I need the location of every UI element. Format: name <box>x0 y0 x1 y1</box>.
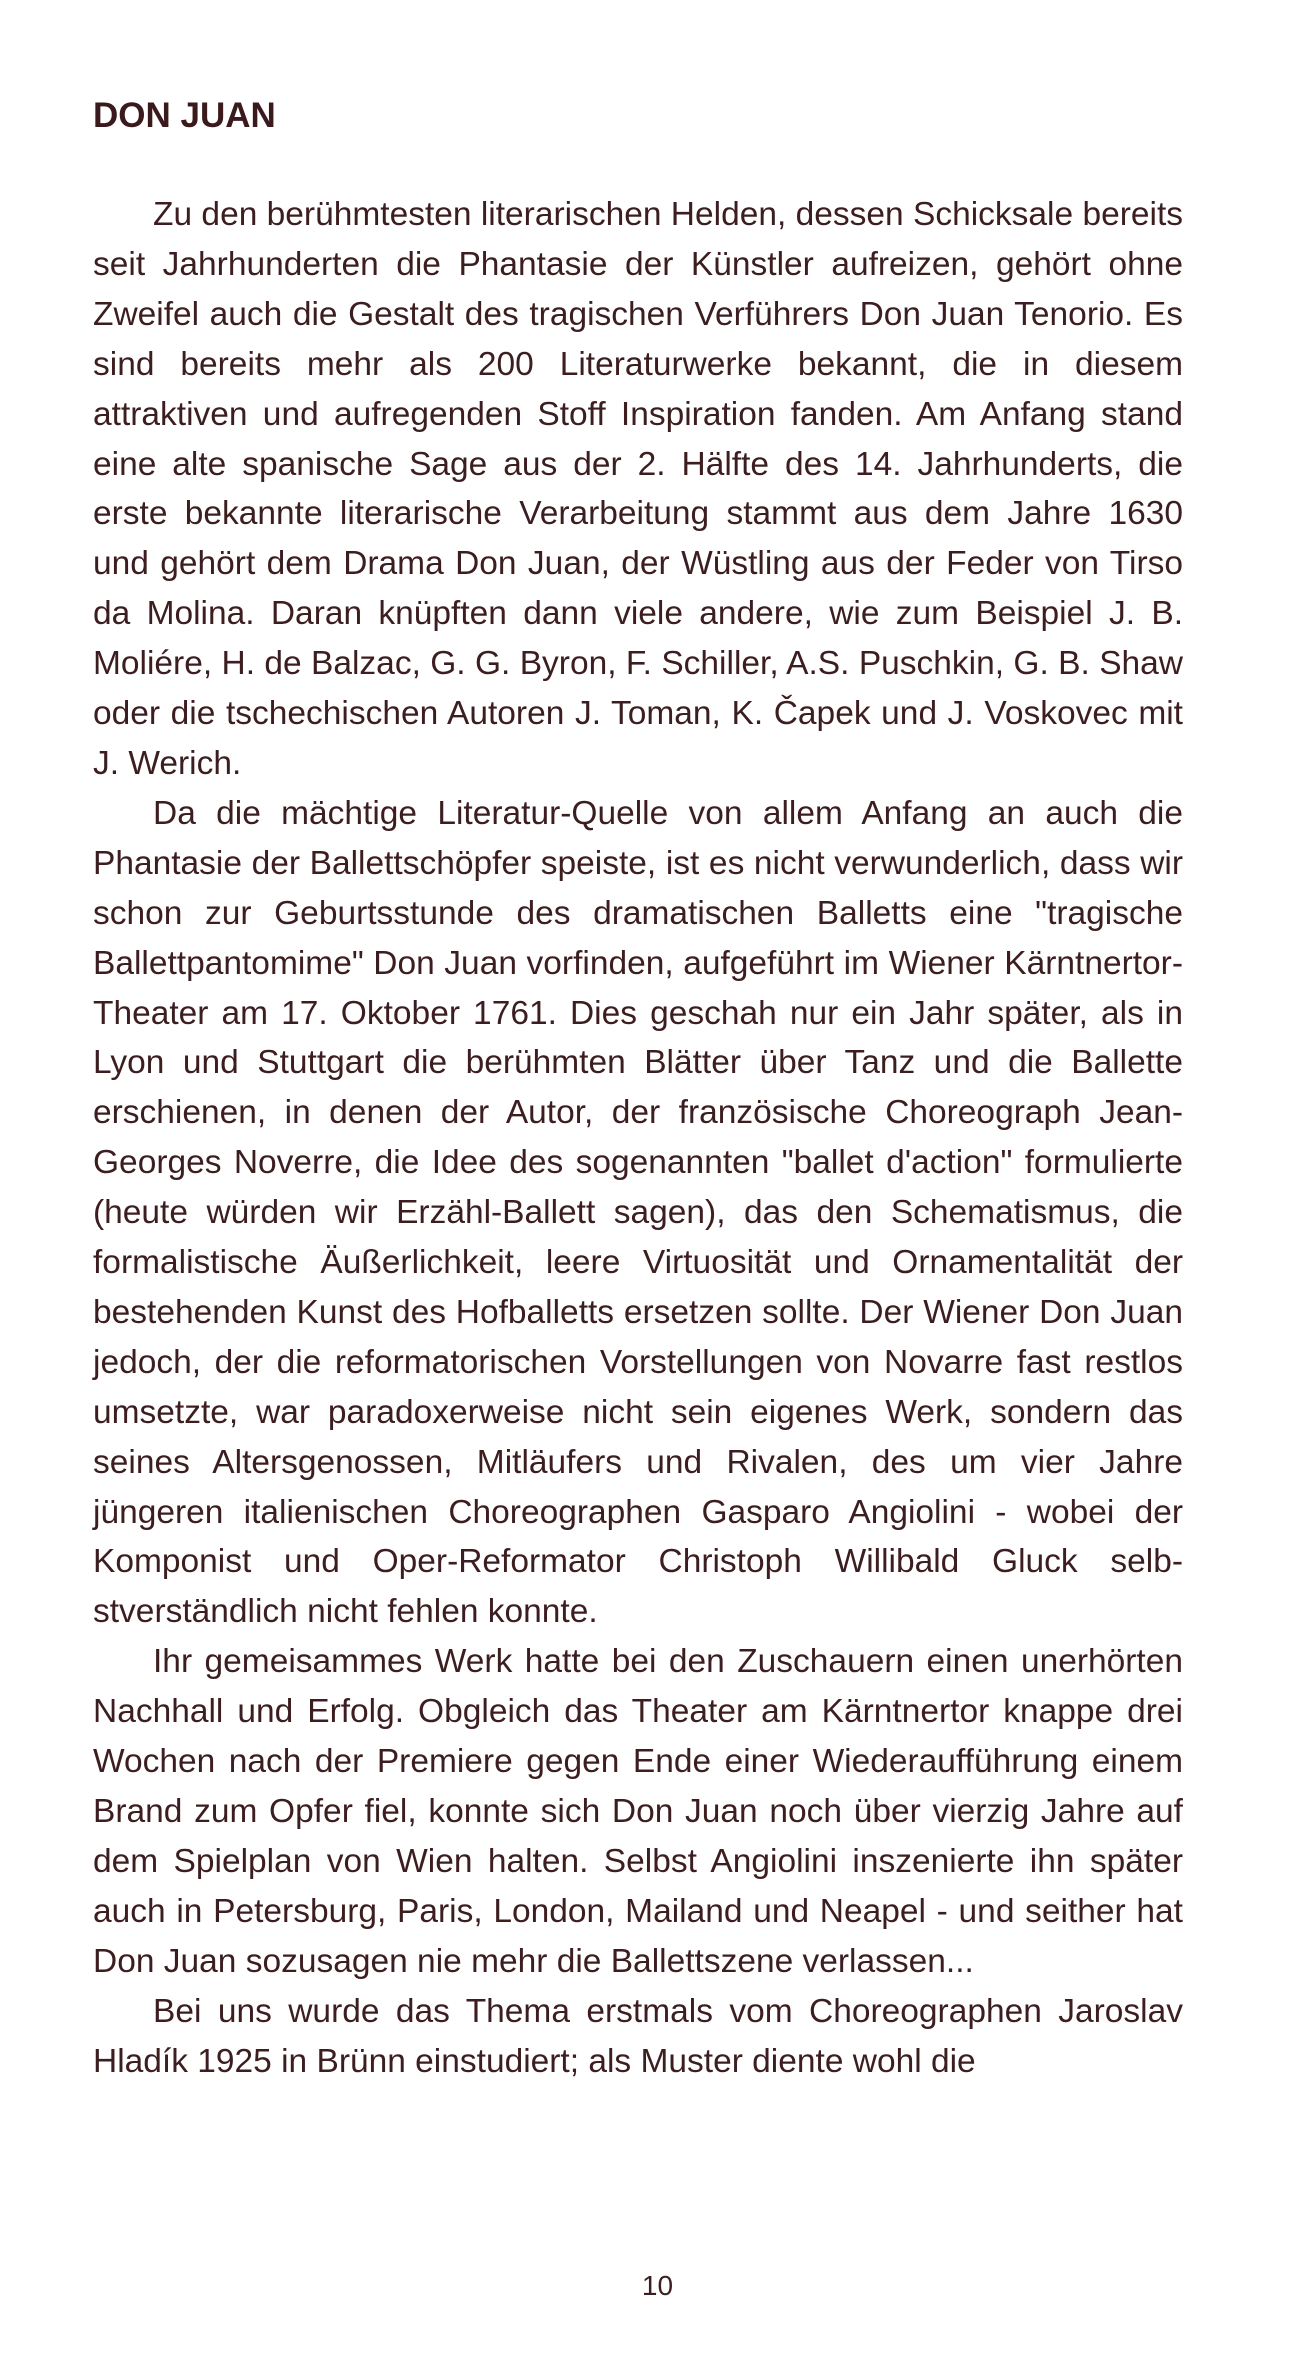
page-title: DON JUAN <box>93 96 276 135</box>
body-text <box>93 190 1183 2086</box>
paragraph-1: Zu den berühmtesten literarischen Helden, dessen Schicksale bereits seit Jahrhunderten die Phantasie der Künstler aufreizen, gehört ohne Zweifel auch die Gestalt des tragischen Verführers Don Juan Tenorio. Es sind bereits mehr als 200 Literaturwerke bekannt, die in diesem attraktiven und aufregenden Stoff Inspiration fanden. Am Anfang stand eine alte spanische Sage aus der 2. Hälfte des 14. Jahrhunderts, die erste bekannte literarische Verarbeitung stammt aus dem Jahre 1630 und gehört dem Drama Don Juan, der Wüstling aus der Feder von Tirso da Molina. Daran knüpften dann viele andere, wie zum Beispiel J. B. Moliére, H. de Balzac, G. G. Byron, F. Schiller, A.S. Puschkin, G. B. Shaw oder die tschechischen Autoren J. Toman, K. Čapek und J. Voskovec mit J. Werich. <box>93 196 1183 782</box>
paragraph-2: Da die mächtige Literatur-Quelle von allem Anfang an auch die Phantasie der Ballettschöpfer speiste, ist es nicht verwunderlich, dass wir schon zur Geburtsstunde des dramatischen Balletts eine "tragische Ballettpantomime" Don Juan vorfinden, aufgeführt im Wiener Kärntnertor-Theater am 17. Oktober 1761. Dies geschah nur ein Jahr später, als in Lyon und Stuttgart die berühmten Blätter über Tanz und die Ballette erschienen, in denen der Autor, der französische Choreograph Jean-Georges Noverre, die Idee des sogenannten "ballet d'action" formulierte (heute würden wir Erzähl-Ballett sagen), das den Schematismus, die formalistische Äußerlichkeit, leere Virtuosität und Ornamentalität der bestehenden Kunst des Hofballetts ersetzen sollte. Der Wiener Don Juan jedoch, der die reformatorischen Vorstellungen von Novarre fast restlos umsetzte, war paradoxerweise nicht sein eigenes Werk, sondern das seines Altersgenossen, Mitläufers und Rivalen, des um vier Jahre jüngeren italienischen Choreographen Gasparo Angiolini - wobei der Komponist und Oper-Reformator Christoph Willibald Gluck selbstverständlich nicht fehlen konnte. <box>93 794 1183 1631</box>
paragraph-3: Ihr gemeisammes Werk hatte bei den Zuschauern einen unerhörten Nachhall und Erfolg. Obgleich das Theater am Kärntnertor knappe drei Wochen nach der Premiere gegen Ende einer Wiederaufführung einem Brand zum Opfer fiel, konnte sich Don Juan noch über vierzig Jahre auf dem Spielplan von Wien halten. Selbst Angiolini inszenierte ihn später auch in Petersburg, Paris, London, Mailand und Neapel - und seither hat Don Juan sozusagen nie mehr die Ballettszene verlassen... <box>93 1643 1183 1980</box>
paragraph-4: Bei uns wurde das Thema erstmals vom Choreographen Jaroslav Hladík 1925 in Brünn einstudiert; als Muster diente wohl die <box>93 1992 1183 2080</box>
page-number: 10 <box>641 2270 674 2301</box>
